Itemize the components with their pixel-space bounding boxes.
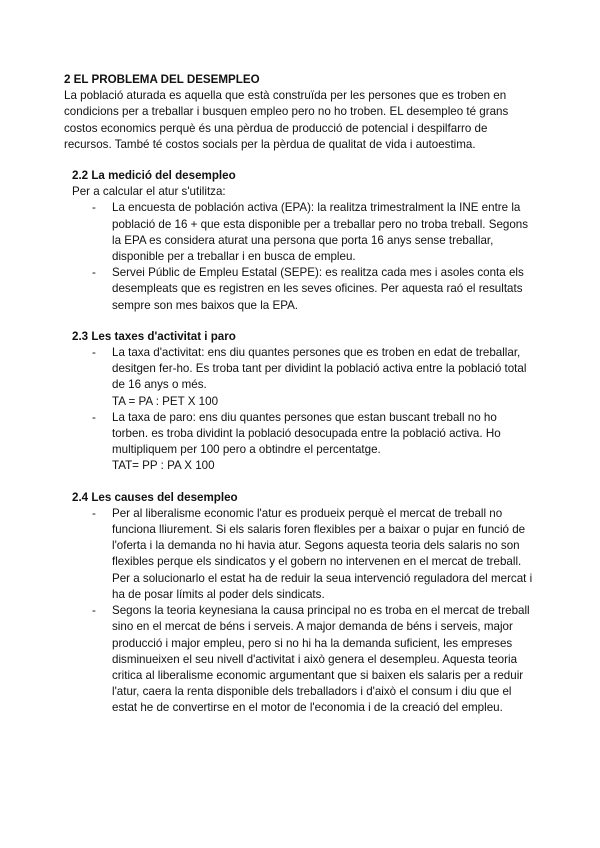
list-item	[64, 410, 536, 475]
section-medicio	[64, 168, 536, 314]
section-causes	[64, 490, 536, 717]
list-item-text: La taxa d'activitat: ens diu quantes persones que es troben en edat de treballar, desitgen fer-ho. Es troba tant per dividint la població activa entre la població total de 16 anys o més.	[112, 346, 527, 392]
section-taxes	[64, 329, 536, 475]
list-item-text: Per al liberalisme economic l'atur es produeix perquè el mercat de treball no funciona lliurement. Si els salaris foren flexibles per a baixar o pujar en funció de l'oferta i la demanda no hi havia atur. Segons aquesta teoria dels salaris no son flexibles perque els sindicatos y el gobern no intervenen en el mercat de treball. Per a solucionarlo el estat ha de reduir la seua intervenció reguladora del mercat i ha de posar límits al poder dels sindicats.	[112, 506, 533, 601]
intro-paragraph: La població aturada es aquella que està construïda per les persones que es troben en condicions per a treballar i busquen empleo pero no ho troben. EL desempleo té grans costos economics perquè és una pèrdua de producció de potencial i despilfarro de recursos. També té costos socials per la pèrdua de qualitat de vida i autoestima.	[64, 89, 509, 151]
section-lead: Per a calcular el atur s'utilitza:	[72, 185, 226, 199]
list-item-text: La encuesta de población activa (EPA): la realitza trimestralment la INE entre la població de 16 + que esta disponible per a treballar pero no troba treball. Segons la EPA es considera aturat una persona que porta 16 anys sense treballar, disponible per a treballar i en busca de empleu.	[112, 201, 529, 264]
section-heading: 2.3 Les taxes d'activitat i paro	[72, 329, 236, 343]
list-item	[64, 265, 536, 314]
dash-bullet-icon: -	[92, 346, 96, 360]
list-item-text: Servei Públic de Empleu Estatal (SEPE): es realitza cada mes i asoles conta els desempleats que es registren en les seves oficines. Per aquesta raó el resultats sempre son mes baixos que la EPA.	[112, 266, 524, 312]
bullet-list	[64, 506, 536, 717]
section-heading: 2.2 La medició del desempleo	[72, 169, 236, 183]
document-content	[64, 72, 536, 717]
list-item-text: La taxa de paro: ens diu quantes persones que estan buscant treball no ho torben. es troba dividint la població desocupada entre la població activa. Ho multipliquem per 100 pero a obtindre el percentatge.	[112, 410, 501, 457]
dash-bullet-icon: -	[92, 410, 96, 424]
list-item	[64, 603, 536, 716]
dash-bullet-icon: -	[92, 604, 96, 618]
chapter-heading: 2 EL PROBLEMA DEL DESEMPLEO	[64, 73, 260, 86]
section-heading: 2.4 Les causes del desempleo	[72, 490, 238, 504]
list-item	[64, 506, 536, 603]
list-item-text: Segons la teoria keynesiana la causa principal no es troba en el mercat de treball sino en el mercat de béns i serveis. A major demanda de béns i serveis, major producció i major empleu, pero si no hi ha la demanda suficient, les empreses disminueixen el seu nivell d'activitat i això genera el desempleu. Aquesta teoria critica al liberalisme economic argumentant que si baixen els salaris per a reduir l'atur, caera la renta disponible dels treballadors i d'això el consum i diu que el estat he de convertirse en el motor de l'economia i de la creació del empleu.	[112, 604, 530, 715]
bullet-list	[64, 200, 536, 313]
dash-bullet-icon: -	[92, 506, 96, 520]
formula-text: TA = PA : PET X 100	[112, 394, 219, 408]
dash-bullet-icon: -	[92, 266, 96, 280]
formula-text: TAT= PP : PA X 100	[112, 459, 215, 473]
list-item	[64, 200, 536, 265]
list-item	[64, 345, 536, 410]
bullet-list	[64, 345, 536, 475]
dash-bullet-icon: -	[92, 201, 96, 215]
